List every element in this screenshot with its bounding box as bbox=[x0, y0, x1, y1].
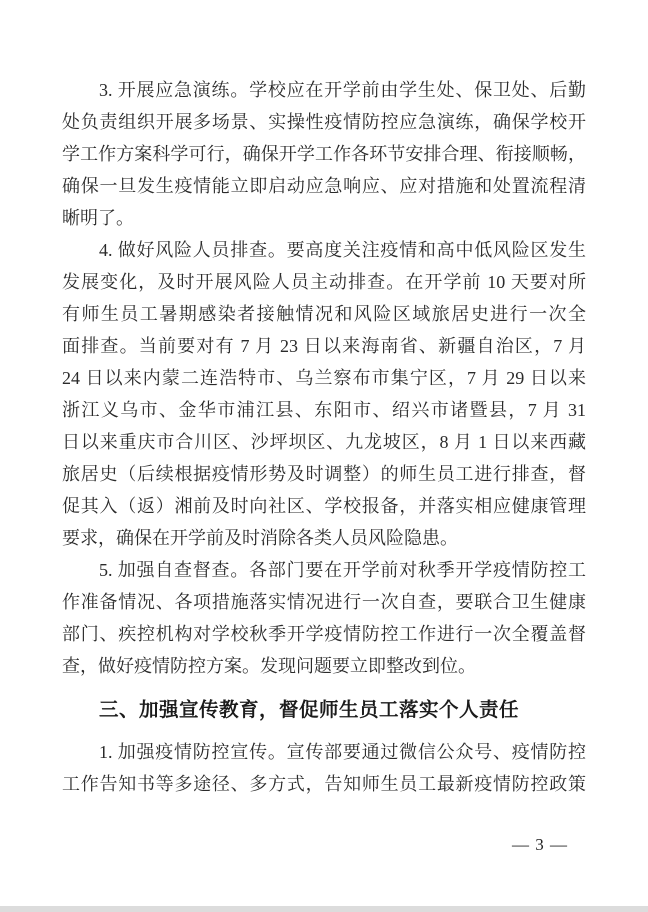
text-line: 学工作方案科学可行，确保开学工作各环节安排合理、衔接顺畅， bbox=[62, 144, 586, 164]
scan-edge-strip bbox=[0, 906, 648, 912]
text-line: 浙江义乌市、金华市浦江县、东阳市、绍兴市诸暨县，7 月 31 bbox=[62, 400, 586, 420]
item-3-emergency-drill bbox=[62, 74, 586, 234]
page-footer bbox=[512, 835, 568, 855]
item-4-risk-personnel-screening bbox=[62, 234, 586, 554]
text-line: 工作告知书等多途径、多方式，告知师生员工最新疫情防控政策 bbox=[62, 774, 586, 794]
text-line: 面排查。当前要对有 7 月 23 日以来海南省、新疆自治区，7 月 bbox=[62, 336, 586, 356]
text-line: 确保一旦发生疫情能立即启动应急响应、应对措施和处置流程清 bbox=[62, 176, 586, 196]
text-line: 旅居史（后续根据疫情形势及时调整）的师生员工进行排查，督 bbox=[62, 464, 586, 484]
text-line: 处负责组织开展多场景、实操性疫情防控应急演练，确保学校开 bbox=[62, 112, 586, 132]
text-line: 促其入（返）湘前及时向社区、学校报备，并落实相应健康管理 bbox=[62, 496, 586, 516]
text-line: 发展变化，及时开展风险人员主动排查。在开学前 10 天要对所 bbox=[62, 272, 586, 292]
page-number: — 3 — bbox=[512, 835, 568, 854]
text-line: 作准备情况、各项措施落实情况进行一次自查，要联合卫生健康 bbox=[62, 592, 586, 612]
text-line: 4. 做好风险人员排查。要高度关注疫情和高中低风险区发生 bbox=[99, 240, 586, 260]
text-line: 要求，确保在开学前及时消除各类人员风险隐患。 bbox=[62, 528, 458, 548]
section-3-heading: 三、加强宣传教育，督促师生员工落实个人责任 bbox=[99, 699, 520, 721]
text-line: 1. 加强疫情防控宣传。宣传部要通过微信公众号、疫情防控 bbox=[99, 742, 586, 762]
text-line: 5. 加强自查督查。各部门要在开学前对秋季开学疫情防控工 bbox=[99, 560, 586, 580]
text-line: 3. 开展应急演练。学校应在开学前由学生处、保卫处、后勤 bbox=[99, 80, 586, 100]
text-line: 部门、疾控机构对学校秋季开学疫情防控工作进行一次全覆盖督 bbox=[62, 624, 586, 644]
item-1-publicity bbox=[62, 736, 586, 800]
document-body bbox=[62, 74, 586, 800]
item-5-self-inspection bbox=[62, 554, 586, 682]
text-line: 日以来重庆市合川区、沙坪坝区、九龙坡区，8 月 1 日以来西藏 bbox=[62, 432, 586, 452]
text-line: 晰明了。 bbox=[62, 208, 134, 228]
text-line: 有师生员工暑期感染者接触情况和风险区域旅居史进行一次全 bbox=[62, 304, 586, 324]
text-line: 查，做好疫情防控方案。发现问题要立即整改到位。 bbox=[62, 656, 476, 676]
text-line: 24 日以来内蒙二连浩特市、乌兰察布市集宁区，7 月 29 日以来 bbox=[62, 368, 586, 388]
